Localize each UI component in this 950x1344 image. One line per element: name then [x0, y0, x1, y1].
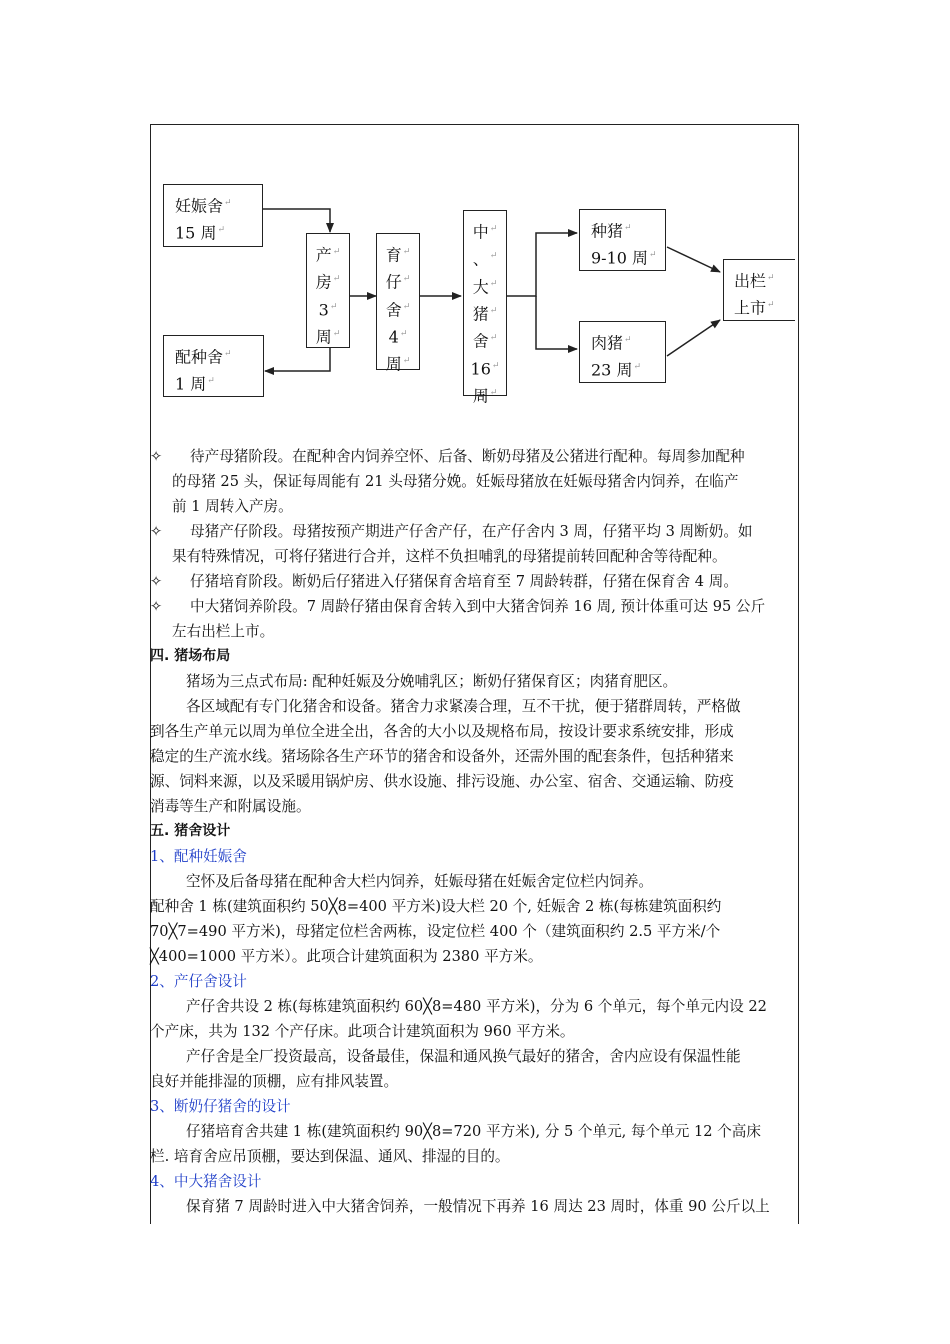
farrowing-char: 周 [315, 327, 332, 347]
paragraph-line: 各区域配有专门化猪舍和设备。猪舍力求紧凑合理，互不干扰，便于猪群周转，严格做 [186, 698, 741, 715]
bullet-star-icon: ✧ [150, 598, 163, 615]
bullet-star-icon: ✧ [150, 573, 163, 590]
paragraph-line: 消毒等生产和附属设施。 [150, 798, 311, 815]
breeding-barn-name: 配种舍 [175, 347, 224, 367]
nursery-char: 仔 [385, 272, 402, 292]
production-flowchart [0, 0, 950, 440]
grower-char: 中 [472, 222, 489, 242]
paragraph-line: 70╳7=490 平方米)，母猪定位栏舍两栋，设定位栏 400 个（建筑面积约 2.5 平方米/个 [150, 923, 721, 940]
bullet-star-icon: ✧ [150, 523, 163, 540]
breeder-name: 种猪 [591, 221, 624, 241]
nursery-char: 舍 [385, 299, 402, 319]
farrowing-char: 房 [315, 272, 332, 292]
bullet-line: 母猪产仔阶段。母猪按预产期进产仔舍产仔，在产仔舍内 3 周，仔猪平均 3 周断奶。如 [190, 523, 753, 540]
gestation-barn-box: 妊娠舍↵ 15 周↵ [163, 184, 263, 247]
bullet-item [150, 569, 795, 594]
farrowing-room-box: 产↵ 房↵ 3↵ 周↵ [306, 233, 350, 348]
subsection-title: 2、产仔舍设计 [150, 973, 247, 990]
subsection-title: 1、配种妊娠舍 [150, 848, 247, 865]
nursery-char: 周 [385, 354, 402, 374]
grower-char: 猪 [472, 304, 489, 324]
market-line2: 上市 [734, 298, 767, 318]
paragraph-line: 空怀及后备母猪在配种舍大栏内饲养，妊娠母猪在妊娠舍定位栏内饲养。 [186, 873, 654, 890]
market-line1: 出栏 [734, 271, 767, 291]
paragraph-line: 配种舍 1 栋(建筑面积约 50╳8=400 平方米)设大栏 20 个, 妊娠舍 2 栋(每栋建筑面积约 [150, 898, 722, 915]
grower-char: 16 [470, 358, 491, 378]
fattening-name: 肉猪 [591, 333, 624, 353]
farrowing-char: 产 [315, 245, 332, 265]
section-heading-design: 五. 猪舍设计 [150, 823, 231, 839]
nursery-barn-box: 育↵ 仔↵ 舍↵ 4↵ 周↵ [376, 233, 420, 370]
bullet-line: 左右出栏上市。 [172, 623, 275, 640]
arrow-grower-to-breeder [506, 233, 577, 296]
arrow-gestation-to-farrowing [263, 209, 330, 232]
breeder-duration: 9-10 周 [591, 248, 649, 268]
paragraph-line: 产仔舍是全厂投资最高，设备最佳，保温和通风换气最好的猪舍，舍内应设有保温性能 [186, 1048, 741, 1065]
bullet-line: 果有特殊情况，可将仔猪进行合并，这样不负担哺乳的母猪提前转回配种舍等待配种。 [172, 548, 727, 565]
arrow-fattening-to-market [667, 320, 720, 356]
bullet-item [150, 594, 795, 644]
paragraph-line: 猪场为三点式布局: 配种妊娠及分娩哺乳区；断奶仔猪保育区；肉猪育肥区。 [186, 673, 678, 690]
bullet-line: 前 1 周转入产房。 [172, 498, 293, 515]
fattening-duration: 23 周 [591, 360, 633, 380]
grower-finisher-box: 中↵ 、↵ 大↵ 猪↵ 舍↵ 16↵ 周↵ [463, 210, 507, 396]
paragraph-line: 仔猪培育舍共建 1 栋(建筑面积约 90╳8=720 平方米), 分 5 个单元, 每个单元 12 个高床 [186, 1123, 761, 1140]
gestation-barn-name: 妊娠舍 [175, 196, 224, 216]
grower-char: 大 [472, 276, 489, 296]
subsection-title: 4、中大猪舍设计 [150, 1173, 262, 1190]
bullet-line: 中大猪饲养阶段。7 周龄仔猪由保育舍转入到中大猪舍饲养 16 周, 预计体重可达 95 公斤 [190, 598, 766, 615]
subsection-title: 3、断奶仔猪舍的设计 [150, 1098, 291, 1115]
fattening-pig-box: 肉猪↵ 23 周↵ [579, 321, 666, 383]
gestation-barn-duration: 15 周 [175, 223, 217, 243]
arrow-farrowing-to-breeding [265, 348, 330, 371]
breeding-barn-duration: 1 周 [175, 374, 207, 394]
paragraph-line: 稳定的生产流水线。猪场除各生产环节的猪舍和设备外，还需外围的配套条件，包括种猪来 [150, 748, 734, 765]
bullet-item [150, 444, 795, 519]
nursery-char: 育 [385, 245, 402, 265]
document-body [150, 444, 795, 1219]
arrow-breeder-to-market [667, 247, 720, 272]
bullet-star-icon: ✧ [150, 448, 163, 465]
breeding-barn-box: 配种舍↵ 1 周↵ [163, 335, 264, 397]
grower-char: 舍 [472, 331, 489, 351]
arrow-grower-to-fattening [536, 296, 577, 349]
paragraph-line: 栏. 培育舍应吊顶棚，要达到保温、通风、排湿的目的。 [150, 1148, 510, 1165]
bullet-line: 仔猪培育阶段。断奶后仔猪进入仔猪保育舍培育至 7 周龄转群，仔猪在保育舍 4 周。 [190, 573, 738, 590]
section-heading-layout: 四. 猪场布局 [150, 648, 231, 664]
paragraph-line: 到各生产单元以周为单位全进全出，各舍的大小以及规格布局，按设计要求系统安排，形成 [150, 723, 734, 740]
farrowing-char: 3 [318, 299, 329, 319]
bullet-item [150, 519, 795, 569]
grower-char: 周 [472, 386, 489, 406]
bullet-line: 待产母猪阶段。在配种舍内饲养空怀、后备、断奶母猪及公猪进行配种。每周参加配种 [190, 448, 745, 465]
paragraph-line: 源、饲料来源，以及采暖用锅炉房、供水设施、排污设施、办公室、宿舍、交通运输、防疫 [150, 773, 734, 790]
market-box: 出栏↵ 上市↵ [723, 259, 795, 321]
grower-char: 、 [472, 249, 489, 269]
paragraph-line: 产仔舍共设 2 栋(每栋建筑面积约 60╳8=480 平方米)，分为 6 个单元，每个单元内设 22 [186, 998, 767, 1015]
bullet-line: 的母猪 25 头，保证每周能有 21 头母猪分娩。妊娠母猪放在妊娠母猪舍内饲养，在临产 [172, 473, 739, 490]
paragraph-line: 个产床，共为 132 个产仔床。此项合计建筑面积为 960 平方米。 [150, 1023, 575, 1040]
nursery-char: 4 [388, 327, 399, 347]
breeder-pig-box: 种猪↵ 9-10 周↵ [579, 209, 666, 271]
paragraph-line: ╳400=1000 平方米）。此项合计建筑面积为 2380 平方米。 [150, 948, 543, 965]
paragraph-line: 良好并能排湿的顶棚，应有排风装置。 [150, 1073, 399, 1090]
paragraph-line: 保育猪 7 周龄时进入中大猪舍饲养，一般情况下再养 16 周达 23 周时，体重 90 公斤以上 [186, 1198, 770, 1215]
